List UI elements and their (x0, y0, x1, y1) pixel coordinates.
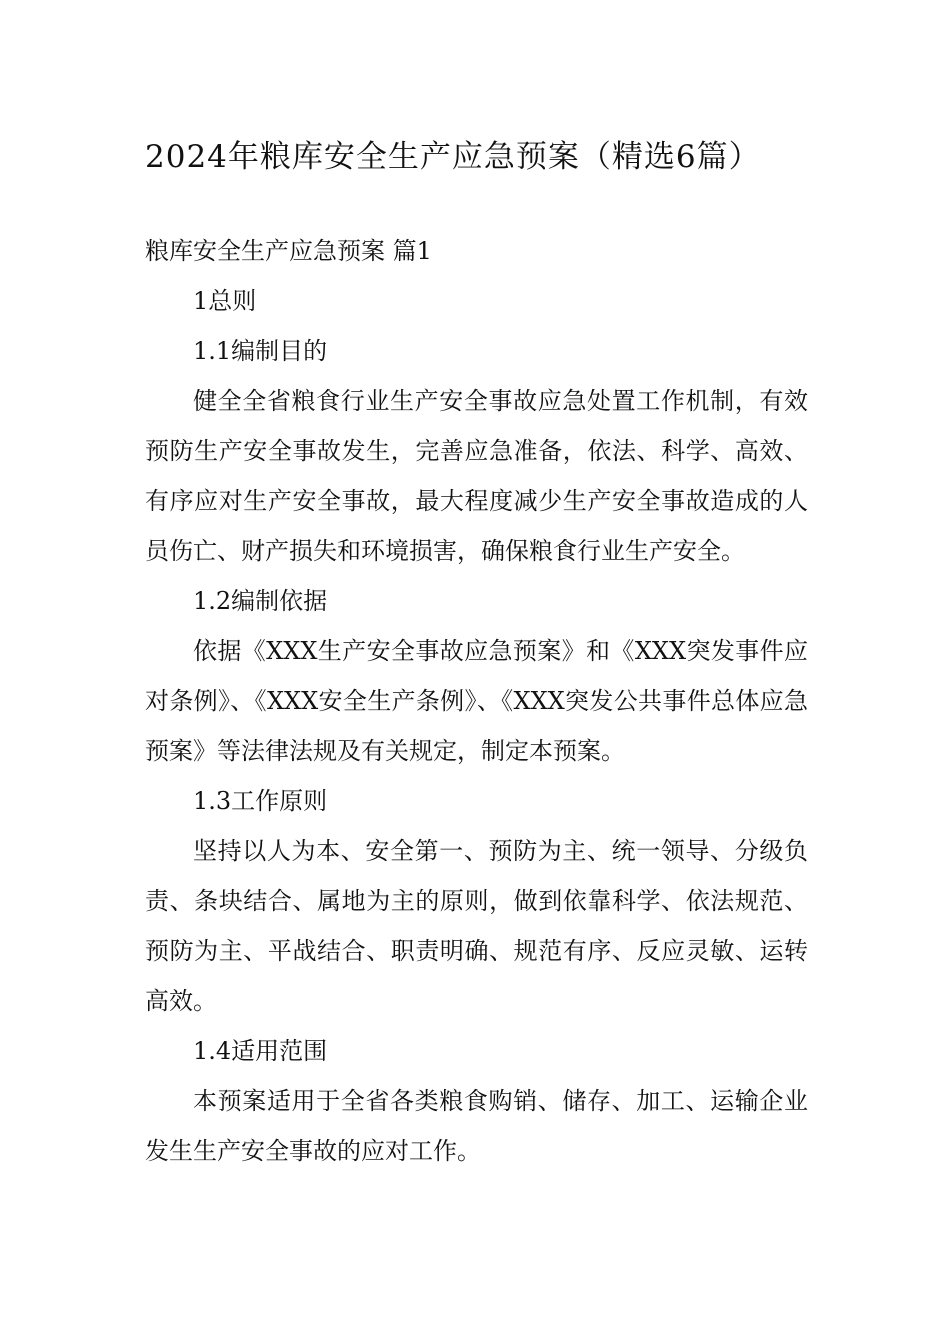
paragraph-purpose: 健全全省粮食行业生产安全事故应急处置工作机制，有效预防生产安全事故发生，完善应急准备，依法、科学、高效、有序应对生产安全事故，最大程度减少生产安全事故造成的人员伤亡、财产损失和环境损害，确保粮食行业生产安全。 (145, 387, 808, 565)
paragraph-basis: 依据《XXX生产安全事故应急预案》和《XXX突发事件应对条例》、《XXX安全生产条例》、《XXX突发公共事件总体应急预案》等法律法规及有关规定，制定本预案。 (145, 637, 808, 765)
heading-general-provisions: 1总则 (193, 287, 257, 315)
heading-principles: 1.3工作原则 (193, 787, 328, 815)
heading-scope: 1.4适用范围 (193, 1037, 328, 1065)
document-title: 2024年粮库安全生产应急预案（精选6篇） (145, 139, 761, 175)
heading-basis: 1.2编制依据 (193, 587, 328, 615)
heading-purpose: 1.1编制目的 (193, 337, 328, 365)
document-body (145, 226, 808, 1176)
paragraph-principles: 坚持以人为本、安全第一、预防为主、统一领导、分级负责、条块结合、属地为主的原则，做到依靠科学、依法规范、预防为主、平战结合、职责明确、规范有序、反应灵敏、运转高效。 (145, 837, 808, 1015)
paragraph-scope: 本预案适用于全省各类粮食购销、储存、加工、运输企业发生生产安全事故的应对工作。 (145, 1087, 808, 1165)
section-title: 粮库安全生产应急预案 篇1 (145, 237, 432, 265)
